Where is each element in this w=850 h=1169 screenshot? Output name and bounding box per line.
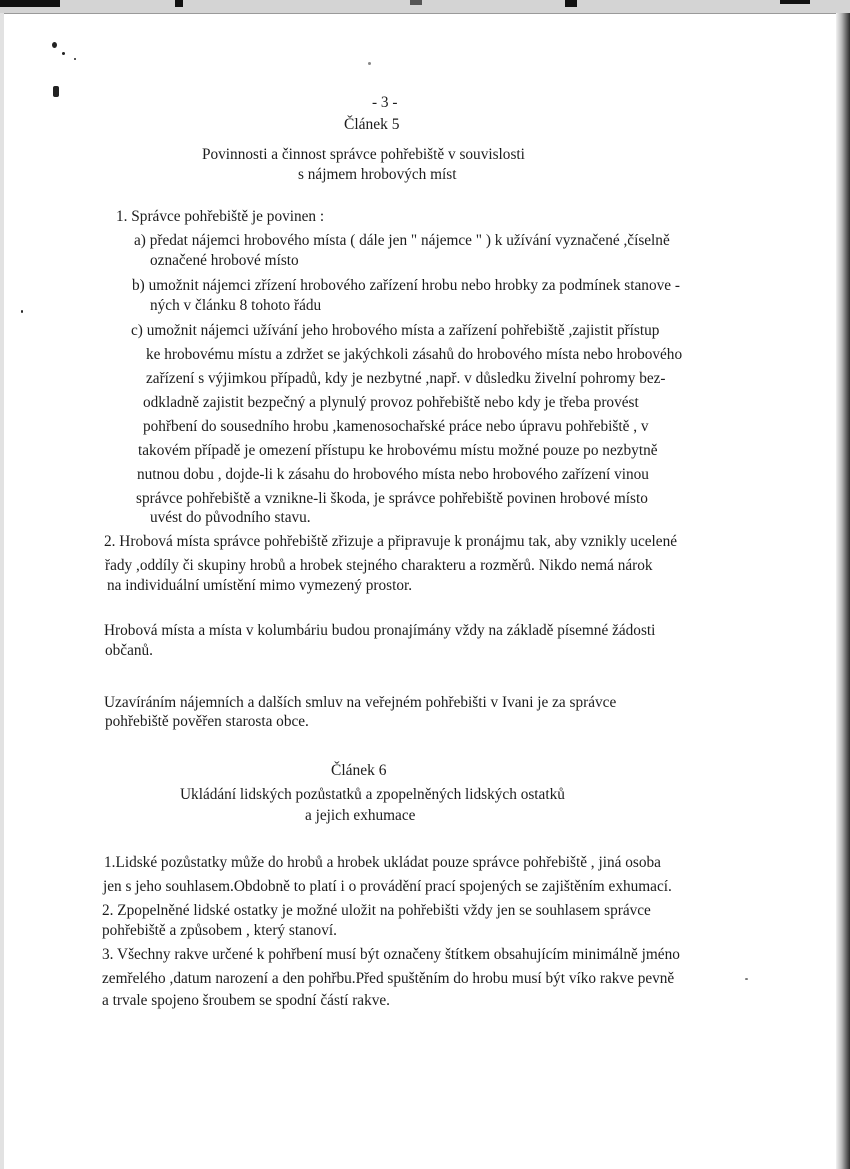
- paragraph-line: pohřebiště pověřen starosta obce.: [105, 713, 309, 730]
- paragraph-line: a trvale spojeno šroubem se spodní částí rakve.: [102, 992, 391, 1009]
- article-5-heading: Článek 5: [344, 116, 400, 133]
- scan-right-edge: [836, 13, 850, 1169]
- paragraph-line: označené hrobové místo: [150, 252, 299, 269]
- paragraph-line: b) umožnit nájemci zřízení hrobového zařízení hrobu nebo hrobky za podmínek stanove -: [132, 277, 680, 294]
- page-number: - 3 -: [372, 94, 398, 111]
- paragraph-line: ných v článku 8 tohoto řádu: [150, 297, 322, 314]
- paragraph-line: Hrobová místa a místa v kolumbáriu budou pronajímány vždy na základě písemné žádosti: [104, 622, 656, 639]
- article-5-title-line-1: Povinnosti a činnost správce pohřebiště v souvislosti: [202, 146, 525, 163]
- article-6-title-line-1: Ukládání lidských pozůstatků a zpopelněných lidských ostatků: [180, 786, 565, 803]
- paragraph-line: zemřelého ,datum narození a den pohřbu.Před spuštěním do hrobu musí být víko rakve pevně: [102, 970, 675, 987]
- article-6-title-line-2: a jejich exhumace: [305, 807, 416, 824]
- paragraph-line: nutnou dobu , dojde-li k zásahu do hrobového místa nebo hrobového zařízení vinou: [137, 466, 649, 483]
- paragraph-line: pohřebiště a způsobem , který stanoví.: [102, 922, 337, 939]
- paragraph-line: 3. Všechny rakve určené k pohřbení musí být označeny štítkem obsahujícím minimálně jméno: [102, 946, 680, 963]
- paragraph-line: ke hrobovému místu a zdržet se jakýchkoli zásahů do hrobového místa nebo hrobového: [146, 346, 683, 363]
- paragraph-line: 2. Zpopelněné lidské ostatky je možné uložit na pohřebišti vždy jen se souhlasem správce: [102, 902, 651, 919]
- paragraph-line: na individuální umístění mimo vymezený prostor.: [107, 577, 413, 594]
- paragraph-line: 1. Správce pohřebiště je povinen :: [116, 208, 325, 225]
- paragraph-line: uvést do původního stavu.: [150, 509, 311, 526]
- paragraph-line: pohřbení do sousedního hrobu ,kamenosochařské práce nebo úpravu pohřebiště , v: [143, 418, 649, 435]
- article-5-title-line-2: s nájmem hrobových míst: [298, 166, 457, 183]
- paragraph-line: Uzavíráním nájemních a dalších smluv na veřejném pohřebišti v Ivani je za správce: [104, 694, 617, 711]
- paragraph-line: odkladně zajistit bezpečný a plynulý provoz pohřebiště nebo kdy je třeba provést: [143, 394, 639, 411]
- paragraph-line: a) předat nájemci hrobového místa ( dále jen " nájemce " ) k užívání vyznačené ,číselně: [134, 232, 670, 249]
- paragraph-line: řady ,oddíly či skupiny hrobů a hrobek stejného charakteru a rozměrů. Nikdo nemá nárok: [105, 557, 653, 574]
- paragraph-line: 1.Lidské pozůstatky může do hrobů a hrobek ukládat pouze správce pohřebiště , jiná osoba: [104, 854, 661, 871]
- paragraph-line: jen s jeho souhlasem.Obdobně to platí i o provádění prací spojených se zajištěním exhumací.: [103, 878, 672, 895]
- paragraph-line: správce pohřebiště a vznikne-li škoda, je správce pohřebiště povinen hrobové místo: [136, 490, 648, 507]
- paragraph-line: občanů.: [105, 642, 153, 659]
- article-6-heading: Článek 6: [331, 762, 387, 779]
- paragraph-line: 2. Hrobová místa správce pohřebiště zřizuje a připravuje k pronájmu tak, aby vznikly ucelené: [104, 533, 678, 550]
- paragraph-line: zařízení s výjimkou případů, kdy je nezbytné ,např. v důsledku živelní pohromy bez-: [146, 370, 666, 387]
- paragraph-line: c) umožnit nájemci užívání jeho hrobového místa a zařízení pohřebiště ,zajistit přístup: [131, 322, 660, 339]
- paragraph-line: takovém případě je omezení přístupu ke hrobovému místu možné pouze po nezbytně: [138, 442, 658, 459]
